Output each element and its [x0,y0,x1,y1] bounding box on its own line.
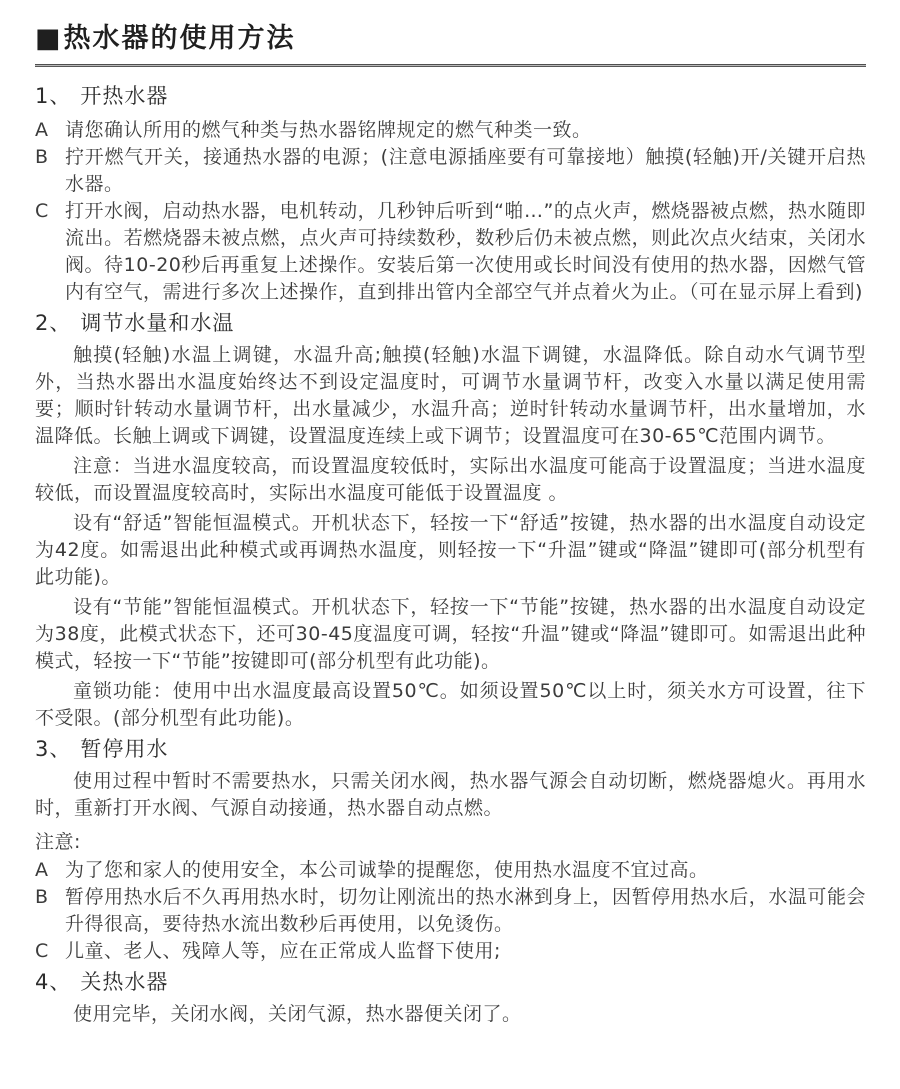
item-text: 暂停用热水后不久再用热水时，切勿让刚流出的热水淋到身上，因暂停用热水后，水温可能会升得很高，要待热水流出数秒后再使用，以免烫伤。 [65,886,866,935]
section-2-number: 2、 [35,311,72,335]
paragraph: 使用过程中暂时不需要热水，只需关闭水阀，热水器气源会自动切断，燃烧器熄火。再用水时，重新打开水阀、气源自动接通，热水器自动点燃。 [35,770,866,819]
square-bullet-icon: ■ [35,23,63,54]
section-open-heater [35,83,866,306]
list-item [35,857,866,884]
list-item [35,144,866,198]
paragraph: 触摸(轻触)水温上调键，水温升高;触摸(轻触)水温下调键，水温降低。除自动水气调节型外，当热水器出水温度始终达不到设定温度时，可调节水量调节杆，改变入水量以满足使用需要；顺时针转动水量调节杆，出水量减少，水温升高；逆时针转动水量调节杆，出水量增加，水温降低。长触上调或下调键，设置温度连续上或下调节；设置温度可在30-65℃范围内调节。 [35,344,866,447]
section-3-heading [35,736,866,762]
section-pause-water [35,736,866,822]
item-label: B [35,886,49,908]
notes-heading: 注意: [35,831,81,853]
item-label: A [35,859,49,881]
list-item [35,884,866,938]
section-1-number: 1、 [35,84,72,108]
section-2-heading [35,310,866,336]
list-item [35,198,866,306]
page-header [35,24,866,67]
section-4-title: 关热水器 [80,970,169,994]
paragraph: 使用完毕，关闭水阀，关闭气源，热水器便关闭了。 [73,1003,522,1025]
item-label: C [35,200,49,222]
section-3-title: 暂停用水 [80,737,169,761]
paragraph: 童锁功能：使用中出水温度最高设置50℃。如须设置50℃以上时，须关水方可设置，往下不受限。(部分机型有此功能)。 [35,680,866,729]
item-label: B [35,146,49,168]
item-label: C [35,940,49,962]
paragraph: 设有“舒适”智能恒温模式。开机状态下，轻按一下“舒适”按键，热水器的出水温度自动设定为42度。如需退出此种模式或再调热水温度，则轻按一下“升温”键或“降温”键即可(部分机型有此功能)。 [35,512,866,588]
page-title-text: 热水器的使用方法 [63,23,296,54]
item-text: 为了您和家人的使用安全，本公司诚挚的提醒您，使用热水温度不宜过高。 [65,859,709,881]
section-turn-off-heater [35,969,866,1028]
section-3-number: 3、 [35,737,72,761]
section-1-heading [35,83,866,109]
item-text: 请您确认所用的燃气种类与热水器铭牌规定的燃气种类一致。 [65,119,592,141]
page-title [35,24,866,54]
paragraph: 设有“节能”智能恒温模式。开机状态下，轻按一下“节能”按键，热水器的出水温度自动设定为38度，此模式状态下，还可30-45度温度可调，轻按“升温”键或“降温”键即可。如需退出此种模式，轻按一下“节能”按键即可(部分机型有此功能)。 [35,596,866,672]
section-2-title: 调节水量和水温 [80,311,235,335]
item-text: 儿童、老人、残障人等，应在正常成人监督下使用; [65,940,501,962]
item-text: 打开水阀，启动热水器，电机转动，几秒钟后听到“啪…”的点火声，燃烧器被点燃，热水随即流出。若燃烧器未被点燃，点火声可持续数秒，数秒后仍未被点燃，则此次点火结束，关闭水阀。待10-20秒后再重复上述操作。安装后第一次使用或长时间没有使用的热水器，因燃气管内有空气，需进行多次上述操作，直到排出管内全部空气并点着火为止。（可在显示屏上看到) [65,200,866,303]
list-item [35,117,866,144]
section-4-heading [35,969,866,995]
section-1-title: 开热水器 [80,84,169,108]
item-text: 拧开燃气开关，接通热水器的电源；(注意电源插座要有可靠接地）触摸(轻触)开/关键开启热水器。 [65,146,866,195]
title-divider [35,64,866,67]
list-item [35,938,866,965]
section-notes [35,829,866,965]
section-4-number: 4、 [35,970,72,994]
paragraph: 注意：当进水温度较高，而设置温度较低时，实际出水温度可能高于设置温度；当进水温度较低，而设置温度较高时，实际出水温度可能低于设置温度 。 [35,455,866,504]
item-label: A [35,119,49,141]
section-adjust-flow-temp [35,310,866,732]
